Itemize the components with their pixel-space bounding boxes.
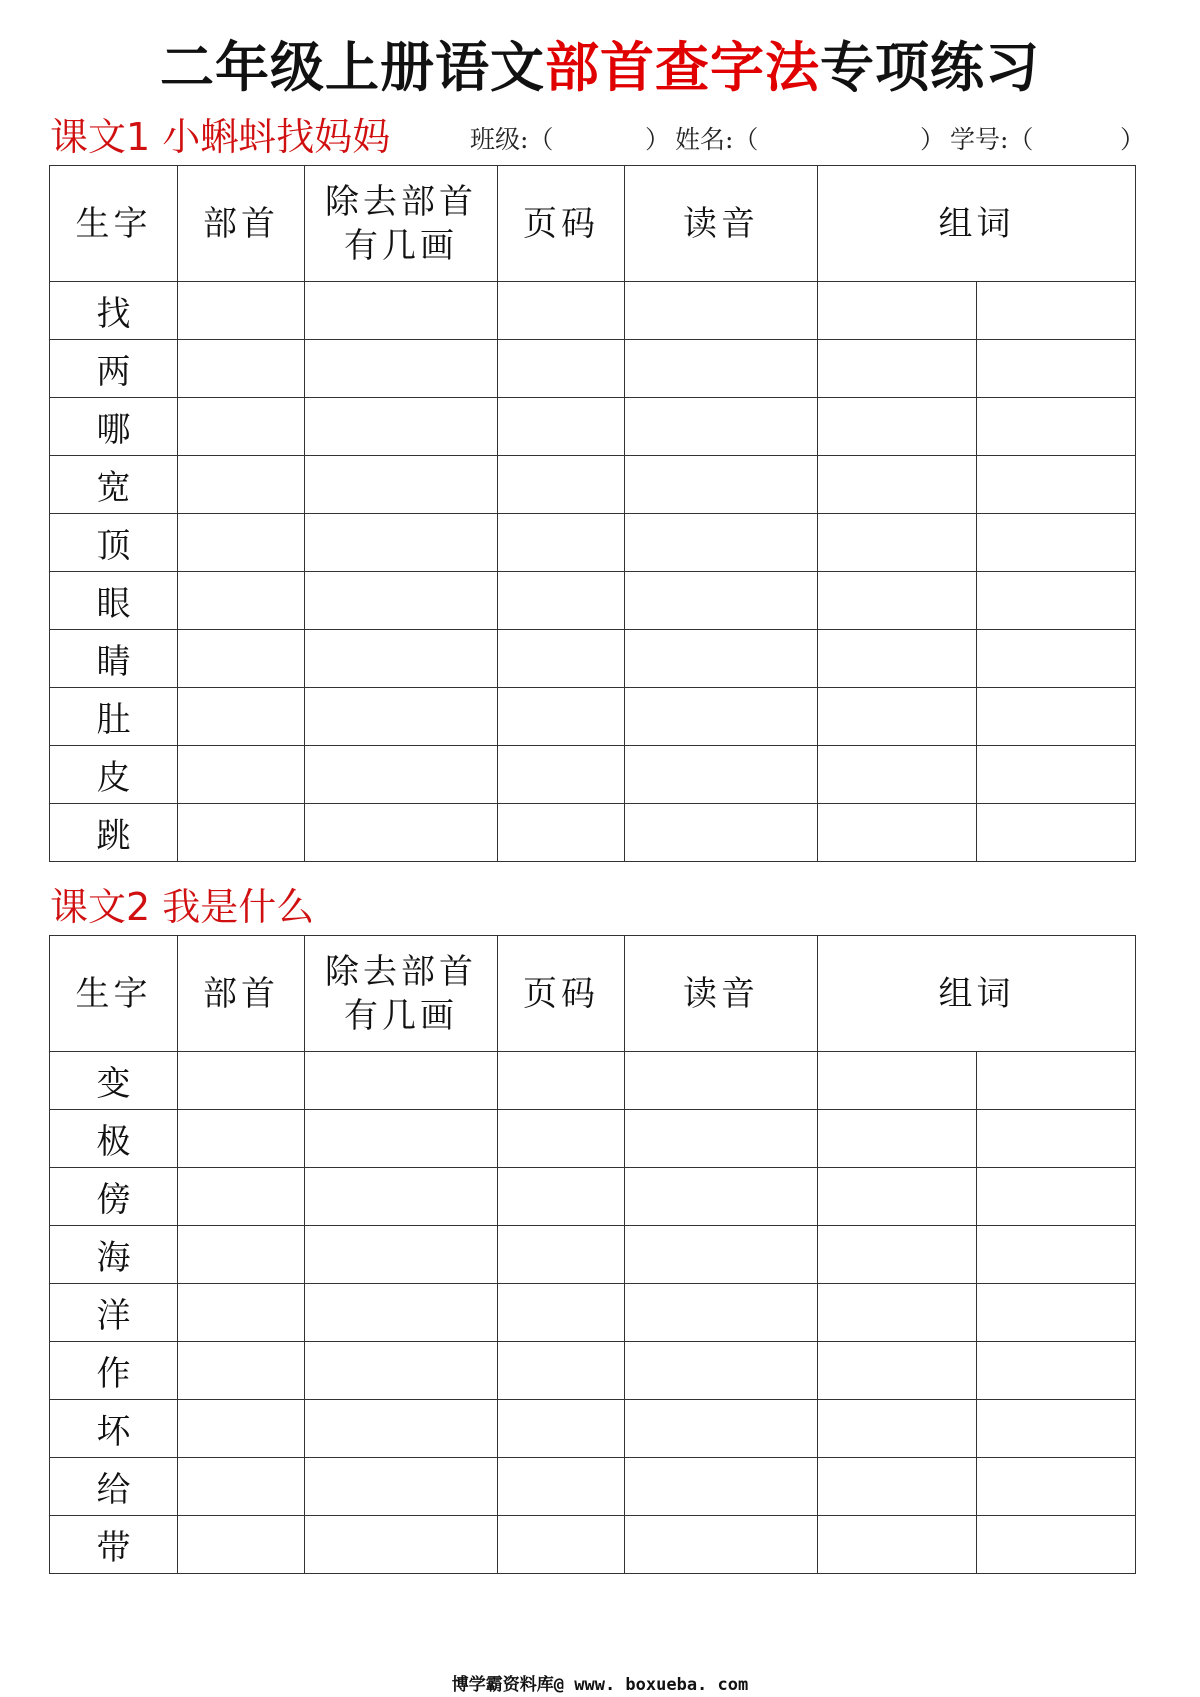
pinyin-cell[interactable] (625, 1110, 818, 1168)
radical-cell[interactable] (178, 456, 305, 514)
pinyin-cell[interactable] (625, 630, 818, 688)
class-close: ） (645, 125, 671, 154)
word-cell-1[interactable] (818, 746, 977, 804)
word-cell-1[interactable] (818, 456, 977, 514)
word-cell-2[interactable] (977, 456, 1136, 514)
strokes-cell[interactable] (305, 514, 498, 572)
radical-cell[interactable] (178, 1400, 305, 1458)
id-close: ） (1120, 125, 1146, 154)
pinyin-cell[interactable] (625, 688, 818, 746)
header-row (50, 166, 1136, 282)
header-strokes-line1: 除去部首 (325, 181, 477, 222)
radical-cell[interactable] (178, 1052, 305, 1110)
word-cell-1[interactable] (818, 398, 977, 456)
page-cell[interactable] (498, 282, 625, 340)
radical-cell[interactable] (178, 804, 305, 862)
footer-watermark: 博学霸资料库@ www. boxueba. com (451, 1675, 749, 1695)
word-cell-2[interactable] (977, 1342, 1136, 1400)
table-row (50, 1110, 1136, 1168)
page-cell[interactable] (498, 398, 625, 456)
page-cell[interactable] (498, 1400, 625, 1458)
word-cell-2[interactable] (977, 688, 1136, 746)
header-strokes (305, 166, 498, 282)
strokes-cell[interactable] (305, 1168, 498, 1226)
table-row (50, 1284, 1136, 1342)
radical-cell[interactable] (178, 282, 305, 340)
header-radical: 部首 (178, 936, 305, 1052)
pinyin-cell[interactable] (625, 804, 818, 862)
table-row (50, 1226, 1136, 1284)
page-cell[interactable] (498, 746, 625, 804)
header-page: 页码 (498, 166, 625, 282)
char-cell: 变 (50, 1052, 178, 1110)
table-row (50, 1342, 1136, 1400)
pinyin-cell[interactable] (625, 1342, 818, 1400)
word-cell-2[interactable] (977, 282, 1136, 340)
char-cell: 坏 (50, 1400, 178, 1458)
strokes-cell[interactable] (305, 1284, 498, 1342)
radical-cell[interactable] (178, 1110, 305, 1168)
page-cell[interactable] (498, 572, 625, 630)
word-cell-1[interactable] (818, 1052, 977, 1110)
word-cell-2[interactable] (977, 1052, 1136, 1110)
name-close: ） (920, 125, 946, 154)
table-row (50, 1516, 1136, 1574)
strokes-cell[interactable] (305, 340, 498, 398)
table-row (50, 688, 1136, 746)
word-cell-1[interactable] (818, 1516, 977, 1574)
class-label: 班级:（ (470, 125, 554, 154)
table-row (50, 340, 1136, 398)
page-cell[interactable] (498, 1342, 625, 1400)
strokes-cell[interactable] (305, 1400, 498, 1458)
word-cell-1[interactable] (818, 282, 977, 340)
char-cell: 睛 (50, 630, 178, 688)
strokes-cell[interactable] (305, 572, 498, 630)
word-cell-2[interactable] (977, 1458, 1136, 1516)
strokes-cell[interactable] (305, 1052, 498, 1110)
word-cell-2[interactable] (977, 630, 1136, 688)
word-cell-1[interactable] (818, 1226, 977, 1284)
header-strokes-line2: 有几画 (344, 225, 458, 266)
word-cell-2[interactable] (977, 1400, 1136, 1458)
strokes-cell[interactable] (305, 1110, 498, 1168)
page-cell[interactable] (498, 1516, 625, 1574)
radical-cell[interactable] (178, 1458, 305, 1516)
table-row (50, 1168, 1136, 1226)
char-cell: 眼 (50, 572, 178, 630)
header-page: 页码 (498, 936, 625, 1052)
lesson2-body (50, 1052, 1136, 1574)
table-row (50, 456, 1136, 514)
lesson2-title: 课文2 我是什么 (50, 885, 315, 929)
word-cell-2[interactable] (977, 1110, 1136, 1168)
word-cell-2[interactable] (977, 804, 1136, 862)
radical-cell[interactable] (178, 398, 305, 456)
word-cell-1[interactable] (818, 1168, 977, 1226)
header-char: 生字 (50, 166, 178, 282)
radical-cell[interactable] (178, 746, 305, 804)
word-cell-1[interactable] (818, 1342, 977, 1400)
name-label: 姓名:（ (675, 125, 759, 154)
table-row (50, 1400, 1136, 1458)
word-cell-1[interactable] (818, 340, 977, 398)
header-char: 生字 (50, 936, 178, 1052)
word-cell-2[interactable] (977, 340, 1136, 398)
char-cell: 跳 (50, 804, 178, 862)
word-cell-2[interactable] (977, 1226, 1136, 1284)
page-cell[interactable] (498, 1226, 625, 1284)
word-cell-1[interactable] (818, 1400, 977, 1458)
table-row (50, 746, 1136, 804)
word-cell-2[interactable] (977, 746, 1136, 804)
page-cell[interactable] (498, 1052, 625, 1110)
pinyin-cell[interactable] (625, 572, 818, 630)
char-cell: 海 (50, 1226, 178, 1284)
page-cell[interactable] (498, 1110, 625, 1168)
word-cell-2[interactable] (977, 572, 1136, 630)
word-cell-1[interactable] (818, 804, 977, 862)
page-cell[interactable] (498, 514, 625, 572)
table-row (50, 398, 1136, 456)
strokes-cell[interactable] (305, 1458, 498, 1516)
radical-cell[interactable] (178, 1342, 305, 1400)
word-cell-2[interactable] (977, 1284, 1136, 1342)
header-row (50, 936, 1136, 1052)
strokes-cell[interactable] (305, 1226, 498, 1284)
radical-cell[interactable] (178, 688, 305, 746)
word-cell-2[interactable] (977, 1516, 1136, 1574)
page-cell[interactable] (498, 456, 625, 514)
char-cell: 宽 (50, 456, 178, 514)
char-cell: 两 (50, 340, 178, 398)
char-cell: 洋 (50, 1284, 178, 1342)
title-highlight: 部首查字法 (545, 36, 820, 99)
word-cell-1[interactable] (818, 572, 977, 630)
word-cell-1[interactable] (818, 1110, 977, 1168)
id-label: 学号:（ (950, 125, 1034, 154)
table-row (50, 572, 1136, 630)
strokes-cell[interactable] (305, 398, 498, 456)
pinyin-cell[interactable] (625, 1400, 818, 1458)
radical-cell[interactable] (178, 1226, 305, 1284)
page-cell[interactable] (498, 1458, 625, 1516)
strokes-cell[interactable] (305, 746, 498, 804)
strokes-cell[interactable] (305, 1342, 498, 1400)
page-cell[interactable] (498, 340, 625, 398)
page-cell[interactable] (498, 804, 625, 862)
word-cell-1[interactable] (818, 1458, 977, 1516)
pinyin-cell[interactable] (625, 514, 818, 572)
pinyin-cell[interactable] (625, 340, 818, 398)
pinyin-cell[interactable] (625, 456, 818, 514)
char-cell: 哪 (50, 398, 178, 456)
pinyin-cell[interactable] (625, 746, 818, 804)
word-cell-2[interactable] (977, 398, 1136, 456)
header-words: 组词 (818, 936, 1136, 1052)
pinyin-cell[interactable] (625, 1284, 818, 1342)
student-info-line (470, 120, 1145, 160)
radical-cell[interactable] (178, 1284, 305, 1342)
title-part1: 二年级上册语文 (160, 36, 545, 99)
word-cell-1[interactable] (818, 1284, 977, 1342)
lesson1-title: 课文1 小蝌蚪找妈妈 (50, 115, 391, 159)
word-cell-1[interactable] (818, 514, 977, 572)
table-row (50, 630, 1136, 688)
pinyin-cell[interactable] (625, 1226, 818, 1284)
page-cell[interactable] (498, 688, 625, 746)
word-cell-2[interactable] (977, 1168, 1136, 1226)
char-cell: 给 (50, 1458, 178, 1516)
header-words: 组词 (818, 166, 1136, 282)
header-strokes-line1: 除去部首 (325, 951, 477, 992)
lesson1-body (50, 282, 1136, 862)
table-row (50, 1458, 1136, 1516)
lesson2-table (49, 935, 1136, 1574)
page-cell[interactable] (498, 630, 625, 688)
pinyin-cell[interactable] (625, 1168, 818, 1226)
header-strokes-line2: 有几画 (344, 995, 458, 1036)
header-strokes (305, 936, 498, 1052)
strokes-cell[interactable] (305, 804, 498, 862)
word-cell-1[interactable] (818, 630, 977, 688)
char-cell: 顶 (50, 514, 178, 572)
strokes-cell[interactable] (305, 688, 498, 746)
header-pinyin: 读音 (625, 166, 818, 282)
table-row (50, 282, 1136, 340)
title-part2: 专项练习 (820, 36, 1040, 99)
strokes-cell[interactable] (305, 282, 498, 340)
radical-cell[interactable] (178, 514, 305, 572)
pinyin-cell[interactable] (625, 1052, 818, 1110)
radical-cell[interactable] (178, 572, 305, 630)
char-cell: 肚 (50, 688, 178, 746)
pinyin-cell[interactable] (625, 1458, 818, 1516)
page-cell[interactable] (498, 1284, 625, 1342)
table-row (50, 514, 1136, 572)
char-cell: 找 (50, 282, 178, 340)
pinyin-cell[interactable] (625, 398, 818, 456)
strokes-cell[interactable] (305, 456, 498, 514)
header-pinyin: 读音 (625, 936, 818, 1052)
strokes-cell[interactable] (305, 630, 498, 688)
char-cell: 带 (50, 1516, 178, 1574)
pinyin-cell[interactable] (625, 1516, 818, 1574)
page-cell[interactable] (498, 1168, 625, 1226)
char-cell: 极 (50, 1110, 178, 1168)
page-title (0, 30, 1200, 106)
lesson1-table (49, 165, 1136, 862)
pinyin-cell[interactable] (625, 282, 818, 340)
radical-cell[interactable] (178, 1516, 305, 1574)
word-cell-1[interactable] (818, 688, 977, 746)
radical-cell[interactable] (178, 630, 305, 688)
header-radical: 部首 (178, 166, 305, 282)
table-row (50, 1052, 1136, 1110)
radical-cell[interactable] (178, 1168, 305, 1226)
radical-cell[interactable] (178, 340, 305, 398)
strokes-cell[interactable] (305, 1516, 498, 1574)
char-cell: 傍 (50, 1168, 178, 1226)
word-cell-2[interactable] (977, 514, 1136, 572)
char-cell: 皮 (50, 746, 178, 804)
table-row (50, 804, 1136, 862)
char-cell: 作 (50, 1342, 178, 1400)
